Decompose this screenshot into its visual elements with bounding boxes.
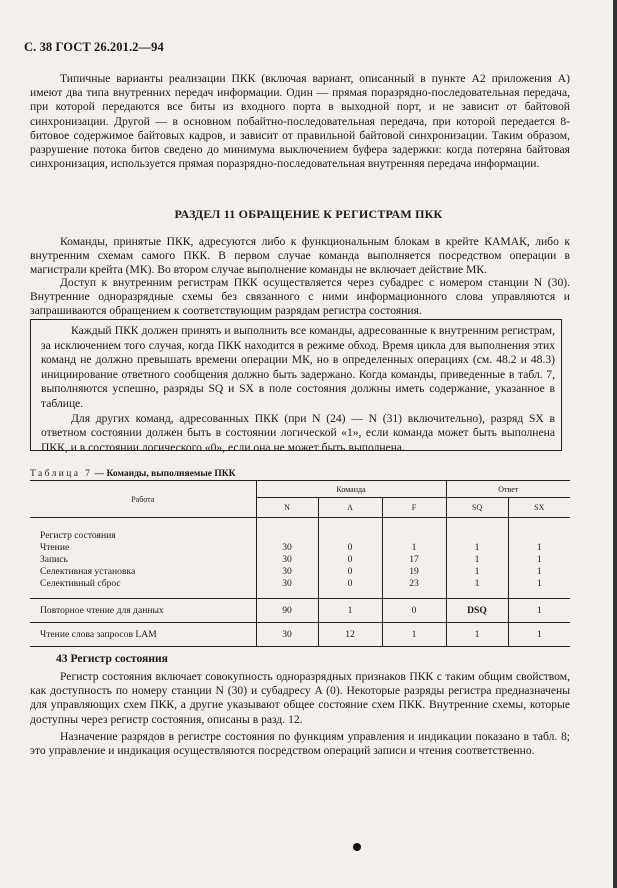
cell-sx: 1 [536, 578, 542, 589]
row-name: Селективный сброс [40, 578, 121, 589]
boxed-paragraph-2: Для других команд, адресованных ПКК (при N (24) — N (31) включительно), разряд SX в ответном состоянии должен быть в состоянии логической «1», если команда может быть выполнена ПКК, и в состоянии логического «0», если она не может быть выполнена. [41, 411, 555, 454]
cell-sx: 1 [508, 599, 570, 623]
header-n: N [256, 498, 318, 518]
cell-sx: 1 [536, 566, 542, 577]
ink-dot [353, 843, 361, 851]
cell-n: 30 [282, 542, 292, 553]
cell-sq: 1 [474, 578, 480, 589]
cell-f: 0 [382, 599, 446, 623]
header-work: Работа [30, 481, 256, 518]
cell-sq: 1 [474, 566, 480, 577]
boxed-paragraph-1: Каждый ПКК должен принять и выполнить все команды, адресованные к внутренним регистрам, за исключением того случая, когда ПКК находится в режиме обход. Время цикла для выполнения этих команд не должно превышать времени операции МК, но в определенных операциях (см. 48.2 и 48.3) инициирование ответного сообщения должно быть задержано. Когда команды, приведенные в табл. 7, выполняются успешно, разряды SQ и SX в поле состояния должны иметь содержание, указанное в таблице. [41, 324, 555, 410]
cell-n: 30 [282, 578, 292, 589]
header-a: A [318, 498, 382, 518]
table-row-status-register [30, 518, 570, 599]
subsection-paragraph-1: Регистр состояния включает совокупность одноразрядных признаков ПКК с таким общим свойством, как доступность по номеру станции N (30) и субадресу A (0). Некоторые разряды регистра предназначены для управляющих схем ПКК, а другие указывают общее состояние схем ПКК. Внутренние схемы, которые доступны через регистр состояния, описаны в разд. 12. [30, 670, 570, 726]
cell-a: 0 [347, 554, 353, 565]
cell-sq: DSQ [446, 599, 508, 623]
header-command: Команда [256, 481, 446, 498]
header-sq: SQ [446, 498, 508, 518]
table-row-lam [30, 623, 570, 647]
cell-f: 17 [409, 554, 419, 565]
cell-f: 19 [409, 566, 419, 577]
cell-sq: 1 [474, 542, 480, 553]
intro-paragraph: Типичные варианты реализации ПКК (включая вариант, описанный в пункте А2 приложения А) имеют два типа внутренних передач информации. Один — прямая поразрядно-последовательная передача, при которой передаются все биты из входного порта в выходной порт, и не зависит от байтовой синхронизации. Другой — в основном побайтно-последовательная передача, при которой передается 8-битовое содержимое байтовых кадров, и зависит от правильной байтовой синхронизации. Таким образом, разрушение потока битов сведено до минимума выключением буфера задержки: когда потеряна байтовая синхронизация, используется прямая поразрядно-последовательная внутренняя передача информации. [30, 72, 570, 171]
header-answer: Ответ [446, 481, 570, 498]
row-name: Чтение слова запросов LAM [30, 623, 256, 647]
table-caption [30, 469, 236, 479]
header-sx: SX [508, 498, 570, 518]
header-f: F [382, 498, 446, 518]
subsection-paragraph-2: Назначение разрядов в регистре состояния по функциям управления и индикации показано в табл. 8; это управление и индикация осуществляются посредством операций записи и чтения соответственно. [30, 730, 570, 758]
page-header: С. 38 ГОСТ 26.201.2—94 [24, 40, 164, 54]
cell-f: 1 [382, 623, 446, 647]
group-title: Регистр состояния [40, 530, 116, 541]
boxed-requirement [30, 319, 562, 454]
table-caption-label: Таблица 7 [30, 469, 93, 479]
row-name: Запись [40, 554, 68, 565]
scan-edge [613, 0, 617, 888]
cell-n: 30 [282, 566, 292, 577]
table-caption-title: — Команды, выполняемые ПКК [92, 469, 236, 479]
cell-a: 0 [347, 566, 353, 577]
cell-a: 0 [347, 578, 353, 589]
cell-n: 30 [256, 623, 318, 647]
cell-a: 0 [347, 542, 353, 553]
cell-sx: 1 [536, 554, 542, 565]
cell-sx: 1 [508, 623, 570, 647]
cell-a: 12 [318, 623, 382, 647]
cell-a: 1 [318, 599, 382, 623]
cell-n: 30 [282, 554, 292, 565]
section-title: РАЗДЕЛ 11 ОБРАЩЕНИЕ К РЕГИСТРАМ ПКК [174, 207, 443, 221]
cell-sq: 1 [474, 554, 480, 565]
section-paragraph-1: Команды, принятые ПКК, адресуются либо к функциональным блокам в крейте КАМАК, либо к внутренним схемам самого ПКК. В первом случае команда выполняется посредством операции в магистрали крейта (МК). Во втором случае выполнение команды не включает действие МК. [30, 235, 570, 277]
row-name: Селективная установка [40, 566, 136, 577]
cell-n: 90 [256, 599, 318, 623]
cell-f: 23 [409, 578, 419, 589]
cell-f: 1 [411, 542, 417, 553]
row-name: Чтение [40, 542, 70, 553]
table-row-reread [30, 599, 570, 623]
cell-sx: 1 [536, 542, 542, 553]
row-name: Повторное чтение для данных [30, 599, 256, 623]
subsection-title: 43 Регистр состояния [56, 652, 168, 665]
section-paragraph-2: Доступ к внутренним регистрам ПКК осуществляется через субадрес с номером станции N (30). Внутренние одноразрядные схемы без связанного с ними информационного слова управляются и запрашиваются обращением к соответствующим разрядам регистра состояния. [30, 276, 570, 318]
commands-table [30, 480, 570, 647]
cell-sq: 1 [446, 623, 508, 647]
